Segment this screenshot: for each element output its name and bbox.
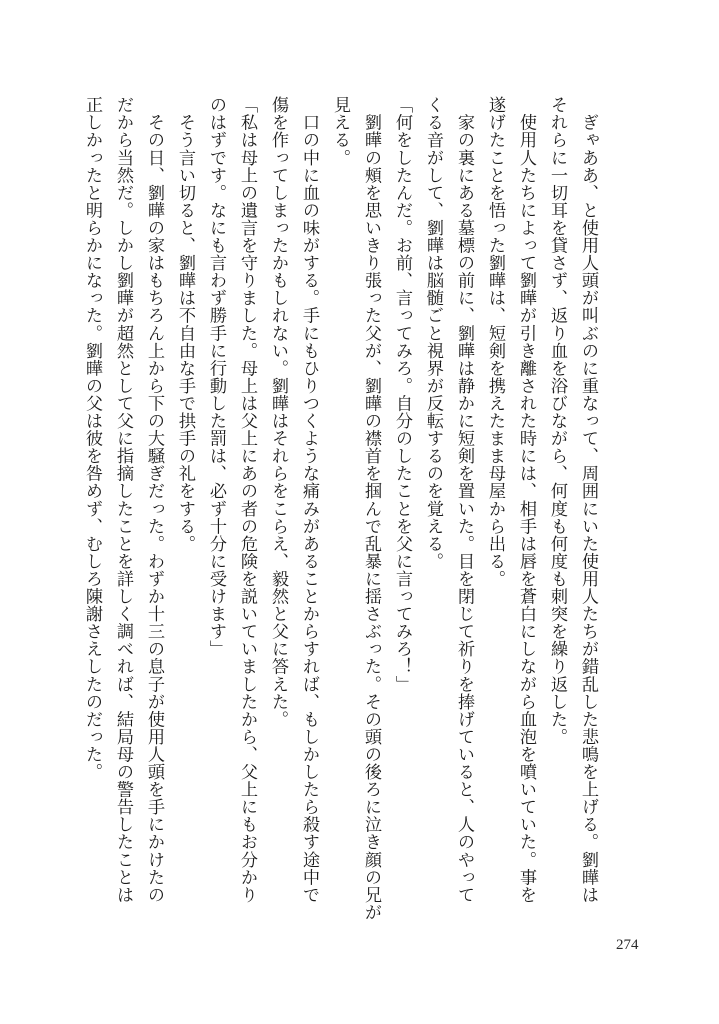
text-line-17: 正しかったと明らかになった。劉曄の父は彼を咎めず、むしろ陳謝さえしたのだった。 [82,96,102,781]
text-line-4: 遂げたことを悟った劉曄は、短剣を携えたまま母屋から出る。 [485,96,505,588]
text-line-12: 「私は母上の遺言を守りました。母上は父上にあの者の危険を説いていましたから、父上にもお分かり [237,96,257,904]
text-line-5: 家の裏にある墓標の前に、劉曄は静かに短剣を置いた。目を閉じて祈りを捧げていると、人のやって [454,96,474,904]
vertical-text-body [76,96,603,926]
text-line-9: 見える。 [330,96,350,167]
text-line-2: それらに一切耳を貸さず、返り血を浴びながら、何度も何度も刺突を繰り返した。 [547,96,567,746]
page-number: 274 [616,937,639,953]
text-line-1: ぎゃああ、と使用人頭が叫ぶのに重なって、周囲にいた使用人たちが錯乱した悲鳴を上げる。劉曄は [578,96,598,904]
text-line-13: のはずです。なにも言わず勝手に行動した罰は、必ず十分に受けます」 [206,96,226,658]
text-line-10: 口の中に血の味がする。手にもひりつくような痛みがあることからすれば、もしかしたら殺す途中で [299,96,319,904]
text-line-11: 傷を作ってしまったかもしれない。劉曄はそれらをこらえ、毅然と父に答えた。 [268,96,288,728]
text-line-15: その日、劉曄の家はもちろん上から下の大騒ぎだった。わずか十三の息子が使用人頭を手にかけたの [144,96,164,904]
text-line-16: だから当然だ。しかし劉曄が超然として父に指摘したことを詳しく調べれば、結局母の警告したことは [113,96,133,904]
text-line-6: くる音がして、劉曄は脳髄ごと視界が反転するのを覚える。 [423,96,443,570]
text-line-8: 劉曄の頰を思いきり張った父が、劉曄の襟首を掴んで乱暴に揺さぶった。その頭の後ろに泣き顔の兄が [361,96,381,921]
text-line-14: そう言い切ると、劉曄は不自由な手で拱手の礼をする。 [175,96,195,553]
text-line-3: 使用人たちによって劉曄が引き離された時には、相手は唇を蒼白にしながら血泡を噴いていた。事を [516,96,536,904]
text-line-7: 「何をしたんだ。お前、言ってみろ。自分のしたことを父に言ってみろ！」 [392,96,412,693]
